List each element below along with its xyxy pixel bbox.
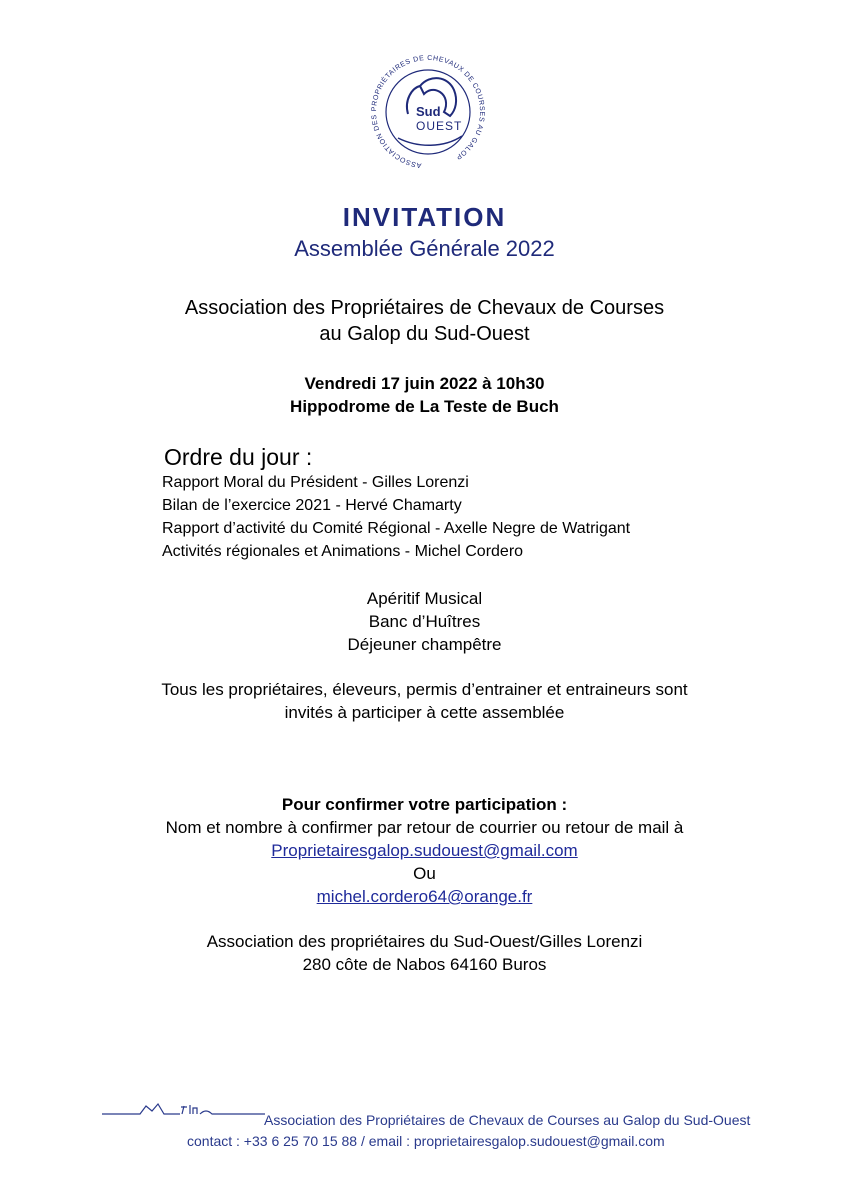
logo-sud: Sud <box>416 104 441 119</box>
logo-ouest: OUEST <box>416 119 463 133</box>
invite-text <box>0 678 849 724</box>
address-line-1: Association des propriétaires du Sud-Ouest/Gilles Lorenzi <box>206 932 643 951</box>
postal-address <box>0 930 849 976</box>
event-date: Vendredi 17 juin 2022 à 10h30 <box>304 374 545 393</box>
confirmation-section <box>0 793 849 908</box>
extra-item: Banc d’Huîtres <box>368 612 481 631</box>
email-link-2[interactable]: michel.cordero64@orange.fr <box>316 887 533 906</box>
event-details <box>0 372 849 418</box>
agenda-item: Bilan de l’exercice 2021 - Hervé Chamarty <box>162 497 462 514</box>
agenda <box>162 443 630 563</box>
address-line-2: 280 côte de Nabos 64160 Buros <box>302 955 547 974</box>
extra-item: Apéritif Musical <box>366 589 483 608</box>
event-extras <box>0 587 849 656</box>
extra-item: Déjeuner champêtre <box>347 635 502 654</box>
logo-ring-text: ASSOCIATION DES PROPRIÉTAIRES DE CHEVAUX DE COURSES AU GALOP <box>370 54 486 169</box>
association-logo <box>358 52 498 172</box>
agenda-item: Activités régionales et Animations - Michel Cordero <box>162 543 524 560</box>
agenda-item: Rapport Moral du Président - Gilles Lorenzi <box>162 474 469 491</box>
association-line-2: au Galop du Sud-Ouest <box>319 323 530 345</box>
footer-contact: contact : +33 6 25 70 15 88 / email : proprietairesgalop.sudouest@gmail.com <box>187 1133 665 1149</box>
confirm-text: Nom et nombre à confirmer par retour de courrier ou retour de mail à <box>165 818 684 837</box>
agenda-item: Rapport d’activité du Comité Régional - Axelle Negre de Watrigant <box>162 520 631 537</box>
association-line-1: Association des Propriétaires de Chevaux de Courses <box>184 297 665 319</box>
confirm-or: Ou <box>413 864 436 883</box>
invitation-title: INVITATION <box>342 202 507 232</box>
landscape-line-icon <box>100 1098 265 1124</box>
association-name <box>0 295 849 347</box>
footer-association: Association des Propriétaires de Chevaux de Courses au Galop du Sud-Ouest <box>264 1112 751 1128</box>
confirm-heading: Pour confirmer votre participation : <box>281 795 568 814</box>
invitation-subtitle: Assemblée Générale 2022 <box>294 236 555 261</box>
agenda-title: Ordre du jour : <box>164 444 313 470</box>
event-place: Hippodrome de La Teste de Buch <box>290 397 559 416</box>
invite-line-1: Tous les propriétaires, éleveurs, permis d’entrainer et entraineurs sont <box>161 680 688 699</box>
invite-line-2: invités à participer à cette assemblée <box>284 703 565 722</box>
email-link-1[interactable]: Proprietairesgalop.sudouest@gmail.com <box>271 841 578 860</box>
